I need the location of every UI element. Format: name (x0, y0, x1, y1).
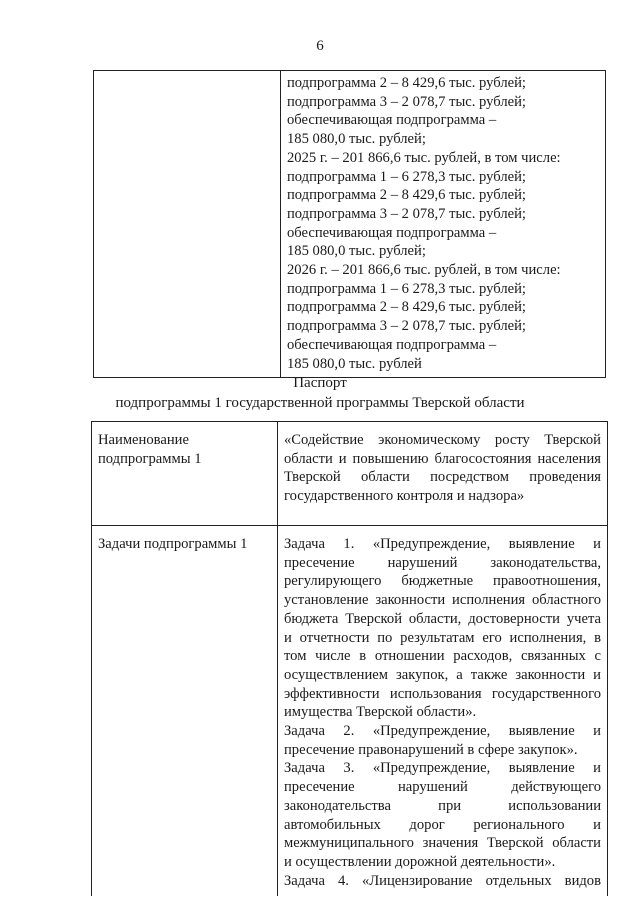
task-2-line: Задача 2. «Предупреждение, выявление и (284, 723, 601, 740)
task-2-line: пресечение правонарушений в сфере закупок». (284, 741, 578, 758)
funding-line: 185 080,0 тыс. рублей; (287, 243, 426, 260)
funding-line: обеспечивающая подпрограмма – (287, 224, 497, 241)
task-1-line: регулирующего бюджетные правоотношения, (284, 573, 601, 590)
funding-line: подпрограмма 3 – 2 078,7 тыс. рублей; (287, 318, 526, 335)
task-3-line: и осуществлении дорожной деятельности». (284, 853, 556, 870)
funding-value-cell (281, 71, 606, 378)
task-1-line: и отчетности по результатам его исполнения, в (284, 629, 601, 646)
tasks-value-cell (278, 526, 608, 897)
funding-line: подпрограмма 2 – 8 429,6 тыс. рублей; (287, 299, 526, 316)
funding-line: подпрограмма 3 – 2 078,7 тыс. рублей; (287, 93, 526, 110)
subprogram-name-line: «Содействие экономическому росту Тверской (284, 432, 601, 448)
task-1-line: имущества Тверской области». (284, 704, 477, 721)
task-1-line: Задача 1. «Предупреждение, выявление и (284, 536, 601, 552)
funding-line: подпрограмма 3 – 2 078,7 тыс. рублей; (287, 205, 526, 222)
table-row (94, 71, 606, 378)
task-3-line: автомобильных дорог регионального и (284, 816, 601, 833)
funding-line: подпрограмма 2 – 8 429,6 тыс. рублей; (287, 187, 526, 204)
subprogram-name-line: государственного контроля и надзора» (284, 488, 525, 505)
task-1-line: пресечение нарушений законодательства, (284, 554, 601, 571)
tasks-label-cell (92, 526, 278, 897)
table-row (92, 422, 608, 526)
funding-line: 185 080,0 тыс. рублей; (287, 131, 426, 148)
funding-table (93, 70, 606, 378)
passport-heading (0, 373, 640, 413)
funding-line: обеспечивающая подпрограмма – (287, 336, 497, 353)
task-1-line: том числе в отношении расходов, связанных с (284, 648, 601, 665)
subprogram-name-line: области и повышению благосостояния населения (284, 450, 601, 467)
passport-subtitle: подпрограммы 1 государственной программы Тверской области (115, 395, 525, 411)
passport-title: Паспорт (293, 375, 347, 391)
subprogram-name-label: подпрограммы 1 (98, 450, 202, 467)
funding-line: 185 080,0 тыс. рублей (287, 355, 422, 372)
task-4-line: Задача 4. «Лицензирование отдельных видов (284, 872, 601, 889)
funding-line: 2026 г. – 201 866,6 тыс. рублей, в том числе: (287, 262, 561, 279)
subprogram-name-label-cell (92, 422, 278, 526)
tasks-label: Задачи подпрограммы 1 (98, 536, 248, 552)
task-3-line: Задача 3. «Предупреждение, выявление и (284, 760, 601, 777)
task-3-line: межмуниципального значения Тверской области (284, 835, 601, 852)
task-1-line: бюджета Тверской области, достоверности учета (284, 610, 601, 627)
task-1-line: осуществлением закупок, а также законности и (284, 666, 601, 683)
funding-line: 2025 г. – 201 866,6 тыс. рублей, в том числе: (287, 149, 561, 166)
funding-line: подпрограмма 1 – 6 278,3 тыс. рублей; (287, 280, 526, 297)
passport-table (91, 421, 608, 896)
task-3-line: законодательства при использовании (284, 797, 601, 814)
table-row (92, 526, 608, 897)
task-1-line: установление законности исполнения областного (284, 592, 601, 609)
task-1-line: эффективности использования государственного (284, 685, 601, 702)
page-number: 6 (316, 38, 324, 54)
funding-label-cell (94, 71, 281, 378)
subprogram-name-label: Наименование (98, 432, 189, 448)
funding-line: обеспечивающая подпрограмма – (287, 112, 497, 129)
subprogram-name-value-cell (278, 422, 608, 526)
funding-line: подпрограмма 1 – 6 278,3 тыс. рублей; (287, 168, 526, 185)
funding-line: подпрограмма 2 – 8 429,6 тыс. рублей; (287, 75, 526, 91)
subprogram-name-line: Тверской области посредством проведения (284, 469, 601, 486)
task-3-line: пресечение нарушений действующего (284, 779, 601, 796)
